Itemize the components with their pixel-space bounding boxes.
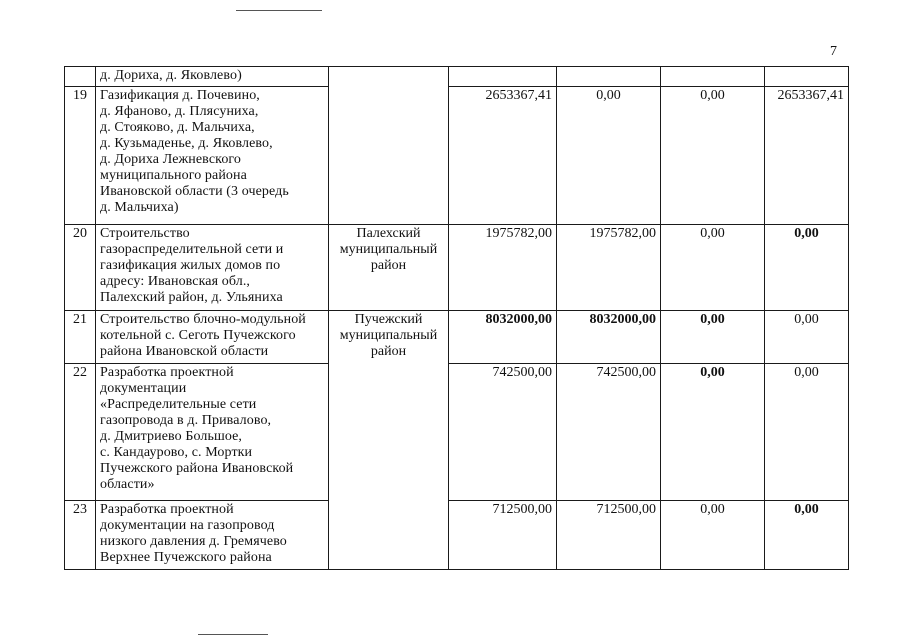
amount-col1: 0,00	[557, 87, 661, 225]
amount-total: 742500,00	[449, 364, 557, 501]
amount-col2: 0,00	[661, 225, 765, 311]
table-row	[65, 67, 849, 87]
amount-col3: 2653367,41	[765, 87, 849, 225]
table-row	[65, 225, 849, 311]
amount-col2: 0,00	[661, 311, 765, 364]
scan-artifact-line	[198, 634, 268, 635]
projects-table	[64, 66, 849, 570]
amount-total	[449, 67, 557, 87]
amount-col3	[765, 67, 849, 87]
district-cell	[329, 67, 449, 225]
table-row	[65, 501, 849, 570]
amount-col1: 742500,00	[557, 364, 661, 501]
row-number: 19	[65, 87, 96, 225]
table-row	[65, 87, 849, 225]
project-name: Газификация д. Почевино, д. Яфаново, д. Плясуниха, д. Стояково, д. Мальчиха, д. Кузьмаденье, д. Яковлево, д. Дориха Лежневского муниципального района Ивановской области (3 очередь д. Мальчиха)	[96, 87, 329, 225]
table-row	[65, 311, 849, 364]
amount-total: 712500,00	[449, 501, 557, 570]
amount-total: 1975782,00	[449, 225, 557, 311]
amount-col1	[557, 67, 661, 87]
row-number: 21	[65, 311, 96, 364]
amount-col1: 712500,00	[557, 501, 661, 570]
table-row	[65, 364, 849, 501]
amount-col2: 0,00	[661, 364, 765, 501]
row-number	[65, 67, 96, 87]
amount-col3: 0,00	[765, 311, 849, 364]
district-cell: Пучежский муниципальный район	[329, 311, 449, 570]
amount-col3: 0,00	[765, 501, 849, 570]
row-number: 23	[65, 501, 96, 570]
amount-col3: 0,00	[765, 225, 849, 311]
amount-col1: 1975782,00	[557, 225, 661, 311]
project-name: Разработка проектной документации на газопровод низкого давления д. Гремячево Верхнее Пучежского района	[96, 501, 329, 570]
row-number: 20	[65, 225, 96, 311]
district-cell: Палехский муниципальный район	[329, 225, 449, 311]
amount-col2: 0,00	[661, 87, 765, 225]
amount-total: 8032000,00	[449, 311, 557, 364]
amount-total: 2653367,41	[449, 87, 557, 225]
project-name: д. Дориха, д. Яковлево)	[96, 67, 329, 87]
page-number: 7	[830, 44, 837, 59]
project-name: Строительство газораспределительной сети и газификация жилых домов по адресу: Ивановская обл., Палехский район, д. Ульяниха	[96, 225, 329, 311]
amount-col2	[661, 67, 765, 87]
amount-col1: 8032000,00	[557, 311, 661, 364]
amount-col3: 0,00	[765, 364, 849, 501]
amount-col2: 0,00	[661, 501, 765, 570]
scan-artifact-line	[236, 10, 322, 11]
project-name: Строительство блочно-модульной котельной с. Сеготь Пучежского района Ивановской области	[96, 311, 329, 364]
row-number: 22	[65, 364, 96, 501]
project-name: Разработка проектной документации «Распределительные сети газопровода в д. Привалово, д. Дмитриево Большое, с. Кандаурово, с. Мортки Пучежского района Ивановской области»	[96, 364, 329, 501]
